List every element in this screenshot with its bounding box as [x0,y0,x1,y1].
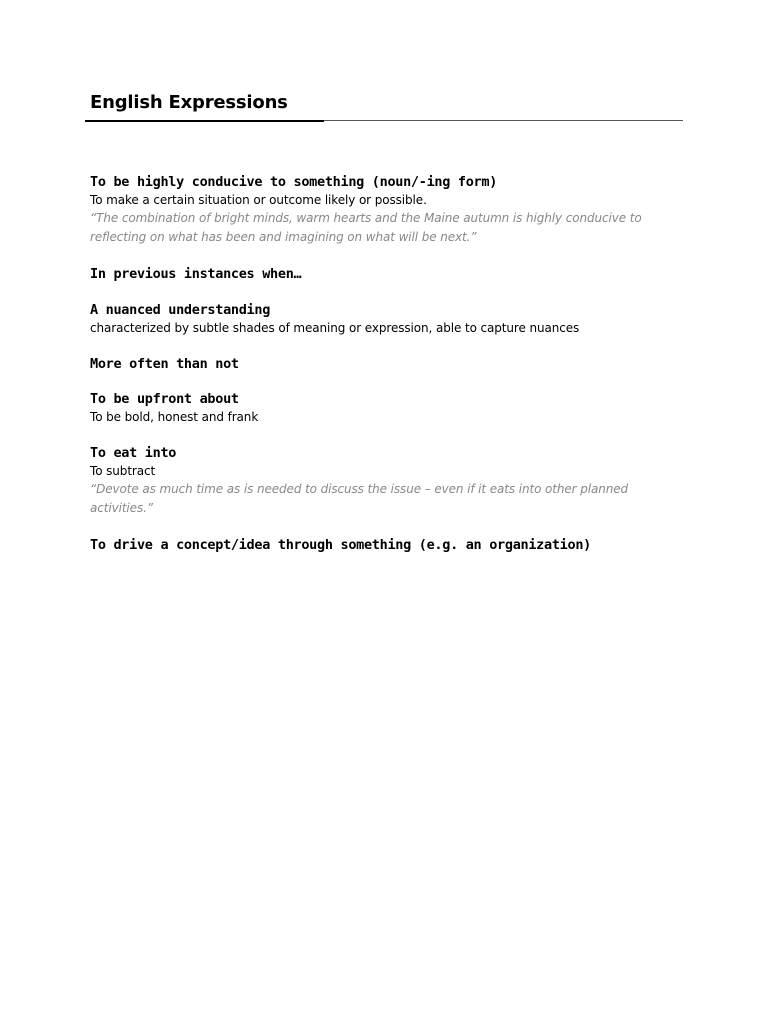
expression-definition: To be bold, honest and frank [90,410,259,424]
expression-entry [90,265,670,283]
expression-term: In previous instances when… [90,266,302,282]
expression-example: “Devote as much time as is needed to discuss the issue – even if it eats into other planned activities.” [90,482,629,515]
expression-term: To be upfront about [90,391,239,407]
expression-definition: To subtract [90,464,156,478]
expression-entry [90,536,670,554]
expression-entry [90,301,670,337]
expression-term: To eat into [90,445,177,461]
expression-entry [90,444,670,518]
expression-example: “The combination of bright minds, warm hearts and the Maine autumn is highly conducive to reflecting on what has been and imagining on what will be next.” [90,211,642,244]
title-divider-accent [85,120,324,122]
expression-definition: characterized by subtle shades of meaning or expression, able to capture nuances [90,321,580,335]
expression-term: A nuanced understanding [90,302,271,318]
expression-entry [90,390,670,426]
expression-term: To drive a concept/idea through something (e.g. an organization) [90,537,591,553]
expression-entry [90,173,670,247]
expression-definition: To make a certain situation or outcome likely or possible. [90,193,427,207]
expression-entry [90,355,670,373]
document-title: English Expressions [90,92,288,113]
expression-term: More often than not [90,356,239,372]
expression-list [90,173,670,572]
expression-term: To be highly conducive to something (noun/-ing form) [90,174,498,190]
